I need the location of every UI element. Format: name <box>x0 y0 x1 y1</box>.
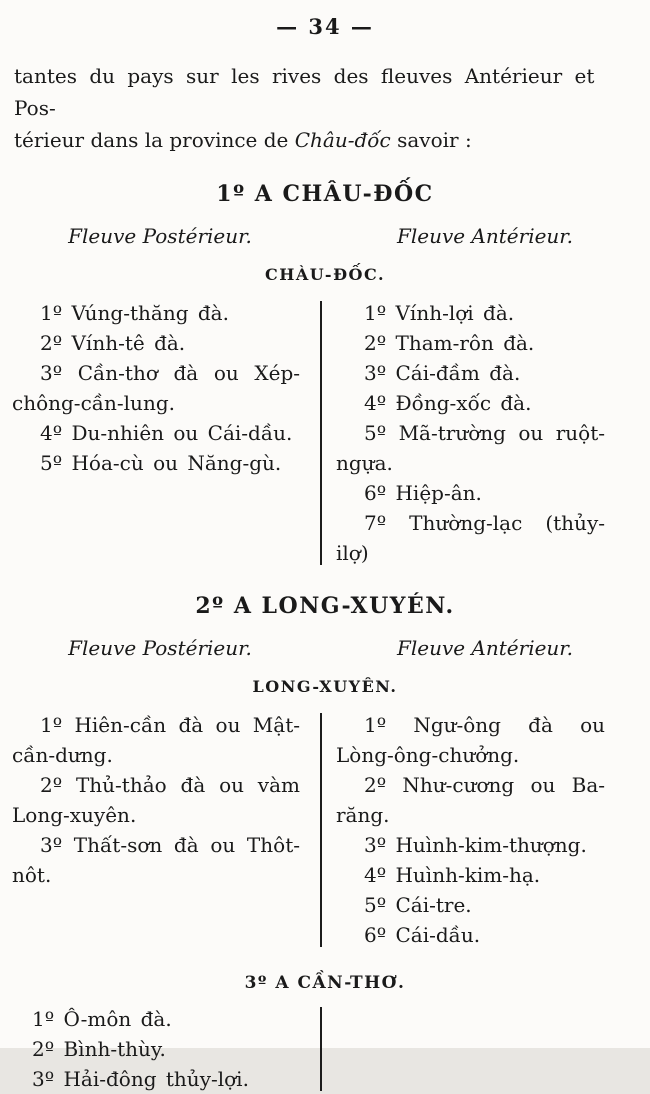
two-column-list <box>0 298 650 568</box>
list-item: 3º Huình-kim-thượng. <box>364 833 587 857</box>
list-item: 4º Đồng-xốc đà. <box>364 391 532 415</box>
list-item: 1º Ô-môn đà. <box>32 1007 172 1031</box>
column-divider-rule <box>320 713 322 947</box>
list-item: 5º Cái-tre. <box>364 893 472 917</box>
left-column-header: Fleuve Postérieur. <box>68 636 252 660</box>
intro-line-1: tantes du pays sur les rives des fleuves Antérieur et Pos- <box>14 64 595 120</box>
column-divider-rule <box>320 1007 322 1091</box>
two-column-list <box>0 1004 650 1094</box>
list-item: 7º Thường-lạc (thủy-ilợ) <box>336 511 605 565</box>
list-item: 5º Hóa-cù ou Năng-gù. <box>40 451 282 475</box>
list-item: 1º Vúng-thăng đà. <box>40 301 229 325</box>
section-heading: 3º A CẦN-THƠ. <box>244 973 406 993</box>
list-item: 6º Cái-dầu. <box>364 923 481 947</box>
list-item: 2º Tham-rôn đà. <box>364 331 535 355</box>
list-item: 3º Cần-thơ đà ou Xép-chông-cần-lung. <box>12 361 300 415</box>
column-headers <box>0 224 650 248</box>
list-item: 2º Như-cương ou Ba-răng. <box>336 773 605 827</box>
column-divider-rule <box>320 301 322 565</box>
right-column <box>320 1004 650 1094</box>
left-column <box>0 298 320 568</box>
list-item: 1º Hiên-cần đà ou Mật-cần-dưng. <box>12 713 300 767</box>
section-long-xuyen <box>0 592 650 950</box>
list-item: 2º Vính-tê đà. <box>40 331 186 355</box>
right-column-header: Fleuve Antérieur. <box>396 636 574 660</box>
right-column <box>320 298 650 568</box>
list-item: 2º Thủ-thảo đà ou vàm Long-xuyên. <box>12 773 300 827</box>
list-item: 3º Hải-đông thủy-lợi. <box>32 1067 249 1091</box>
right-column <box>320 710 650 950</box>
intro-paragraph <box>14 60 636 156</box>
place-name-italic: Châu-đốc <box>294 128 391 152</box>
right-column-header: Fleuve Antérieur. <box>396 224 574 248</box>
section-chau-doc <box>0 180 650 568</box>
list-item: 3º Thất-sơn đà ou Thôt-nôt. <box>12 833 300 887</box>
list-item: 2º Bình-thùy. <box>32 1037 166 1061</box>
list-item: 6º Hiệp-ân. <box>364 481 482 505</box>
intro-line-2: térieur dans la province de Châu-đốc savoir : <box>14 128 472 152</box>
left-column <box>0 1004 320 1094</box>
section-can-tho <box>0 972 650 1094</box>
list-item: 5º Mã-trường ou ruột-ngựa. <box>336 421 605 475</box>
section-heading: 1º A CHÂU-ĐỐC <box>216 181 434 207</box>
column-headers <box>0 636 650 660</box>
section-heading: 2º A LONG-XUYÉN. <box>195 593 455 619</box>
list-item: 1º Vính-lợi đà. <box>364 301 515 325</box>
section-subheading: LONG-XUYÊN. <box>252 677 398 696</box>
list-item: 1º Ngư-ông đà ou Lòng-ông-chưởng. <box>336 713 605 767</box>
list-item: 3º Cái-đầm đà. <box>364 361 521 385</box>
section-subheading: CHÀU-ĐỐC. <box>264 265 386 284</box>
list-item: 4º Du-nhiên ou Cái-dầu. <box>40 421 293 445</box>
page-number: — 34 — <box>276 14 374 39</box>
list-item: 4º Huình-kim-hạ. <box>364 863 541 887</box>
left-column-header: Fleuve Postérieur. <box>68 224 252 248</box>
left-column <box>0 710 320 950</box>
two-column-list <box>0 710 650 950</box>
